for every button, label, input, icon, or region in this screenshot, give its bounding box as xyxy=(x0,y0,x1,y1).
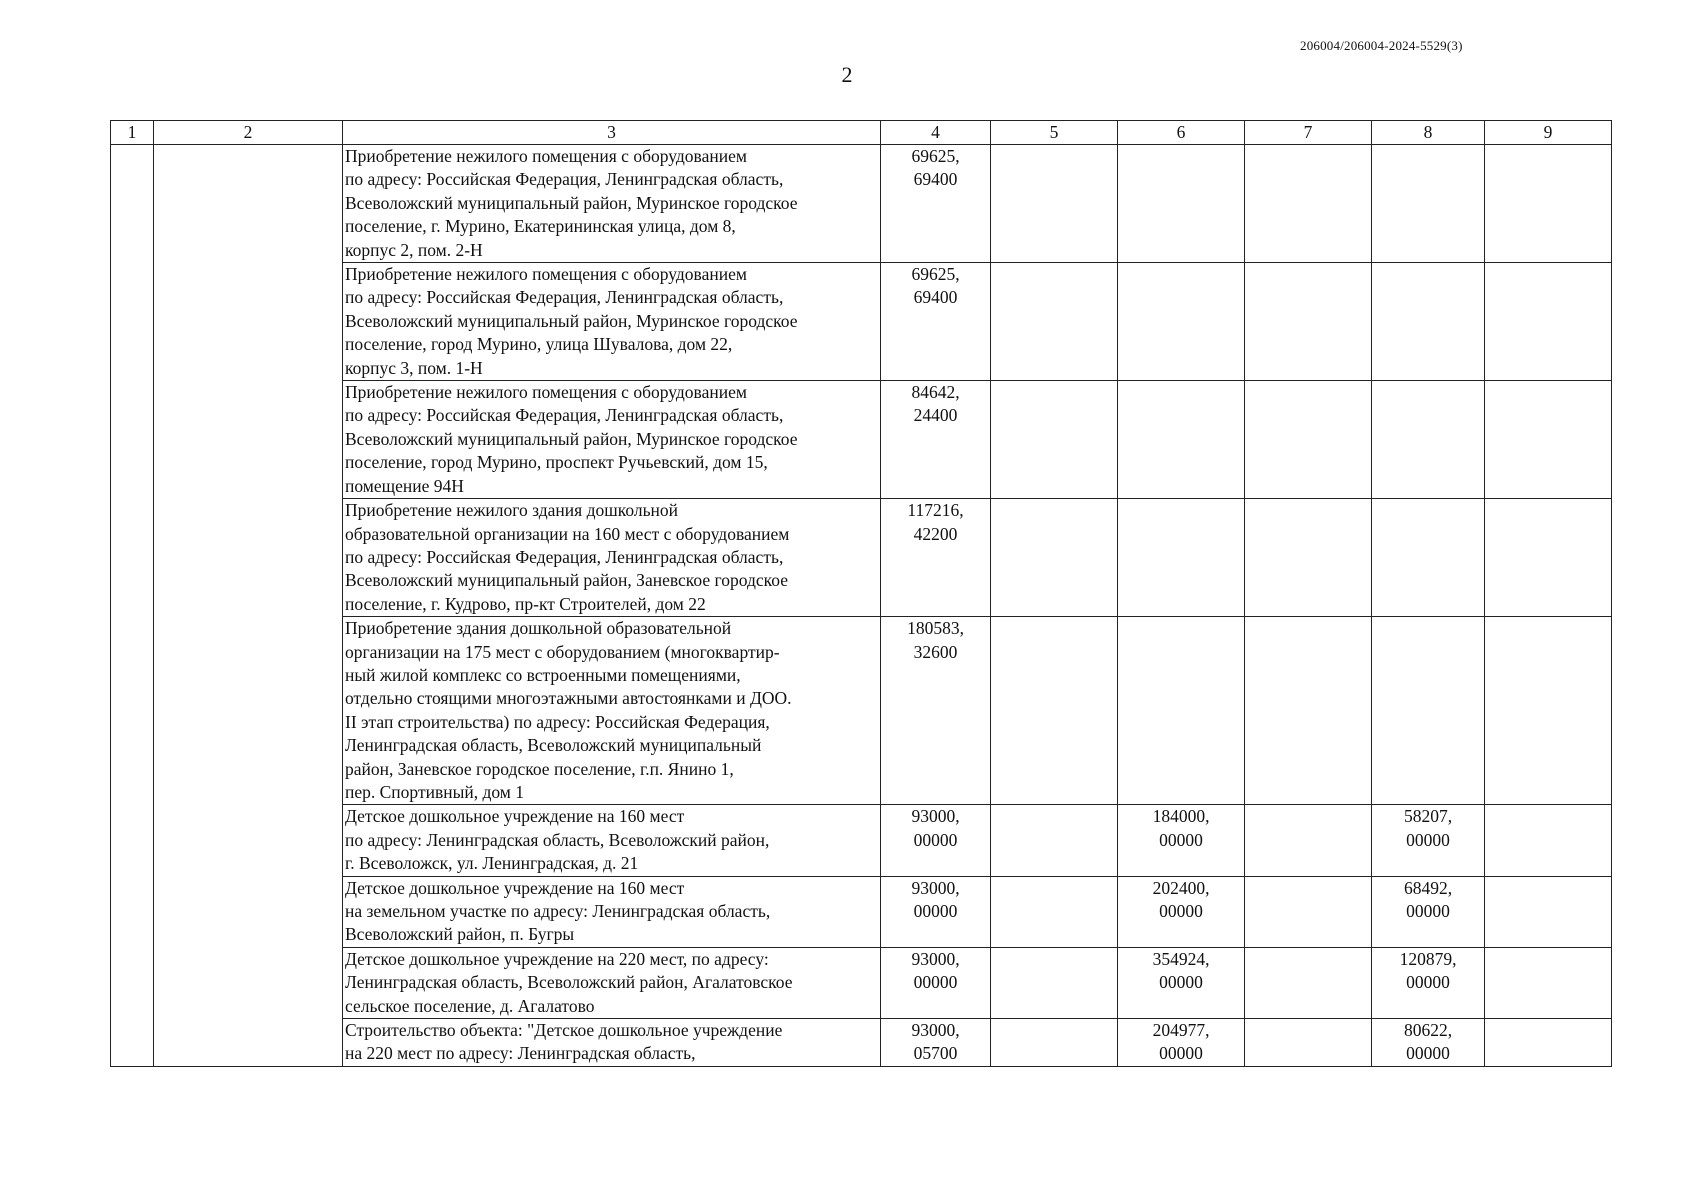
cell-col-4-line: 69400 xyxy=(913,169,958,190)
header-cell-col-4: 4 xyxy=(881,121,991,145)
cell-col-6 xyxy=(1118,947,1245,1018)
cell-col-4-line: 32600 xyxy=(913,641,958,662)
description-cell-line: Приобретение нежилого помещения с оборудованием xyxy=(345,264,747,285)
cell-col-8-line xyxy=(1374,617,1482,640)
description-cell-line: поселение, г. Мурино, Екатерининская улица, дом 8, xyxy=(345,216,736,237)
cell-col-5 xyxy=(991,381,1118,499)
description-cell-line: по адресу: Российская Федерация, Ленинградская область, xyxy=(345,546,784,567)
description-cell xyxy=(343,876,881,947)
cell-col-8-line: 00000 xyxy=(1406,972,1450,993)
cell-col-5 xyxy=(991,1019,1118,1067)
cell-col-9 xyxy=(1485,499,1612,617)
cell-col-8 xyxy=(1372,876,1485,947)
cell-col-5 xyxy=(991,145,1118,263)
description-cell-line: по адресу: Ленинградская область, Всеволожский район, xyxy=(345,829,770,850)
header-cell-col-6: 6 xyxy=(1118,121,1245,145)
cell-col-6 xyxy=(1118,1019,1245,1067)
cell-col-8-line xyxy=(1374,381,1482,404)
cell-col-6-line xyxy=(1120,499,1242,522)
cell-col-8 xyxy=(1372,263,1485,381)
cell-col-6-line xyxy=(1120,404,1242,427)
description-cell-line: корпус 2, пом. 2-Н xyxy=(345,239,483,260)
cell-col-4 xyxy=(881,263,991,381)
cell-col-4-line: 69625, xyxy=(911,264,960,285)
description-cell xyxy=(343,381,881,499)
cell-col-4-line: 117216, xyxy=(907,500,964,521)
description-cell-line: по адресу: Российская Федерация, Ленинградская область, xyxy=(345,287,784,308)
cell-col-4 xyxy=(881,381,991,499)
cell-col-9 xyxy=(1485,876,1612,947)
header-cell-col-9: 9 xyxy=(1485,121,1612,145)
description-cell-line: Всеволожский муниципальный район, Муринское городское xyxy=(345,428,798,449)
cell-col-4-line: 24400 xyxy=(913,405,958,426)
cell-col-7 xyxy=(1245,381,1372,499)
header-cell-col-7: 7 xyxy=(1245,121,1372,145)
description-cell-line: ный жилой комплекс со встроенными помещениями, xyxy=(345,664,741,685)
cell-col-8 xyxy=(1372,499,1485,617)
cell-col-5 xyxy=(991,263,1118,381)
table-body xyxy=(111,145,1612,1067)
description-cell xyxy=(343,805,881,876)
cell-col-9 xyxy=(1485,947,1612,1018)
cell-col-6 xyxy=(1118,876,1245,947)
description-cell-line: помещение 94Н xyxy=(345,475,464,496)
cell-col-6-line xyxy=(1120,617,1242,640)
cell-col-9 xyxy=(1485,1019,1612,1067)
description-cell xyxy=(343,263,881,381)
description-cell xyxy=(343,617,881,805)
cell-col-9 xyxy=(1485,145,1612,263)
description-cell-line: Детское дошкольное учреждение на 160 мест xyxy=(345,806,685,827)
description-cell xyxy=(343,947,881,1018)
cell-col-6-line: 202400, xyxy=(1152,877,1210,898)
description-cell-line: на земельном участке по адресу: Ленинградская область, xyxy=(345,901,771,921)
description-cell-line: район, Заневское городское поселение, г.п. Янино 1, xyxy=(345,758,734,779)
cell-col-1 xyxy=(111,145,154,1067)
cell-col-6-line: 354924, xyxy=(1152,948,1210,969)
description-cell-line: отдельно стоящими многоэтажными автостоянками и ДОО. xyxy=(345,688,792,709)
cell-col-9 xyxy=(1485,263,1612,381)
description-cell-line: Приобретение нежилого помещения с оборудованием xyxy=(345,382,747,403)
cell-col-7 xyxy=(1245,947,1372,1018)
cell-col-7 xyxy=(1245,876,1372,947)
cell-col-9 xyxy=(1485,381,1612,499)
header-cell-col-3: 3 xyxy=(343,121,881,145)
cell-col-6-line xyxy=(1120,523,1242,546)
cell-col-4-line: 00000 xyxy=(913,972,958,993)
description-cell-line: поселение, г. Кудрово, пр-кт Строителей, дом 22 xyxy=(345,593,706,614)
cell-col-9 xyxy=(1485,805,1612,876)
cell-col-4-line: 69625, xyxy=(911,146,960,166)
cell-col-6-line: 00000 xyxy=(1159,972,1203,993)
table-header-row xyxy=(111,121,1612,145)
cell-col-7 xyxy=(1245,145,1372,263)
cell-col-4 xyxy=(881,805,991,876)
description-cell-line: сельское поселение, д. Агалатово xyxy=(345,995,595,1016)
cell-col-8-line: 00000 xyxy=(1406,1043,1450,1064)
cell-col-6-line: 00000 xyxy=(1159,1043,1203,1064)
page-number: 2 xyxy=(841,62,853,87)
cell-col-4 xyxy=(881,499,991,617)
cell-col-8-line xyxy=(1374,499,1482,522)
cell-col-4-line: 93000, xyxy=(911,806,960,827)
cell-col-8-line xyxy=(1374,145,1482,168)
cell-col-5 xyxy=(991,947,1118,1018)
header-cell-col-2: 2 xyxy=(154,121,343,145)
cell-col-4-line: 05700 xyxy=(913,1043,958,1064)
cell-col-8-line xyxy=(1374,404,1482,427)
table-row xyxy=(111,145,1612,263)
description-cell-line: Приобретение нежилого здания дошкольной xyxy=(345,500,679,521)
cell-col-4 xyxy=(881,145,991,263)
cell-col-4-line: 93000, xyxy=(911,948,960,969)
cell-col-8 xyxy=(1372,947,1485,1018)
cell-col-6-line xyxy=(1120,286,1242,309)
cell-col-4-line: 00000 xyxy=(913,901,958,921)
cell-col-5 xyxy=(991,499,1118,617)
cell-col-6-line xyxy=(1120,263,1242,286)
description-cell-line: Всеволожский муниципальный район, Заневское городское xyxy=(345,570,788,591)
cell-col-4-line: 93000, xyxy=(911,877,960,898)
cell-col-6 xyxy=(1118,805,1245,876)
cell-col-6 xyxy=(1118,381,1245,499)
description-cell xyxy=(343,1019,881,1067)
cell-col-5 xyxy=(991,876,1118,947)
cell-col-7 xyxy=(1245,499,1372,617)
cell-col-4-line: 00000 xyxy=(913,829,958,850)
description-cell-line: образовательной организации на 160 мест с оборудованием xyxy=(345,523,790,544)
cell-col-8 xyxy=(1372,617,1485,805)
cell-col-8-line xyxy=(1374,523,1482,546)
cell-col-8 xyxy=(1372,805,1485,876)
cell-col-4-line: 180583, xyxy=(907,618,964,639)
cell-col-6 xyxy=(1118,263,1245,381)
cell-col-8-line: 68492, xyxy=(1403,877,1453,898)
cell-col-5 xyxy=(991,617,1118,805)
document-id: 206004/206004-2024-5529(3) xyxy=(1300,38,1463,53)
cell-col-8 xyxy=(1372,145,1485,263)
cell-col-6-line: 00000 xyxy=(1159,829,1203,850)
cell-col-8 xyxy=(1372,381,1485,499)
cell-col-2 xyxy=(154,145,343,1067)
cell-col-8-line: 120879, xyxy=(1399,948,1457,969)
description-cell-line: по адресу: Российская Федерация, Ленинградская область, xyxy=(345,169,784,190)
cell-col-5 xyxy=(991,805,1118,876)
description-cell-line: корпус 3, пом. 1-Н xyxy=(345,357,483,378)
description-cell-line: Приобретение здания дошкольной образовательной xyxy=(345,618,732,639)
description-cell-line: поселение, город Мурино, проспект Ручьевский, дом 15, xyxy=(345,452,768,473)
cell-col-4-line: 42200 xyxy=(913,523,958,544)
description-cell-line: Строительство объекта: "Детское дошкольное учреждение xyxy=(345,1020,783,1041)
cell-col-8-line xyxy=(1374,168,1482,191)
description-cell xyxy=(343,499,881,617)
cell-col-6 xyxy=(1118,499,1245,617)
header-cell-col-8: 8 xyxy=(1372,121,1485,145)
description-cell-line: Всеволожский район, п. Бугры xyxy=(345,924,575,945)
cell-col-6 xyxy=(1118,145,1245,263)
header-cell-col-5: 5 xyxy=(991,121,1118,145)
description-cell-line: поселение, город Мурино, улица Шувалова, дом 22, xyxy=(345,334,733,355)
cell-col-4 xyxy=(881,617,991,805)
cell-col-8-line: 00000 xyxy=(1406,829,1450,850)
cell-col-8-line xyxy=(1374,263,1482,286)
cell-col-6-line xyxy=(1120,145,1242,168)
description-cell-line: организации на 175 мест с оборудованием (многоквартир- xyxy=(345,641,780,662)
cell-col-6 xyxy=(1118,617,1245,805)
cell-col-6-line: 184000, xyxy=(1152,806,1210,827)
cell-col-4-line: 93000, xyxy=(911,1020,960,1041)
cell-col-8-line xyxy=(1374,286,1482,309)
description-cell-line: по адресу: Российская Федерация, Ленинградская область, xyxy=(345,405,784,426)
cell-col-4 xyxy=(881,1019,991,1067)
cell-col-8-line: 80622, xyxy=(1403,1020,1453,1041)
description-cell-line: Всеволожский муниципальный район, Муринское городское xyxy=(345,192,798,213)
cell-col-6-line xyxy=(1120,168,1242,191)
description-cell-line: Ленинградская область, Всеволожский муниципальный xyxy=(345,735,762,756)
cell-col-4-line: 84642, xyxy=(911,382,960,403)
description-cell-line: г. Всеволожск, ул. Ленинградская, д. 21 xyxy=(345,853,639,874)
description-cell-line: на 220 мест по адресу: Ленинградская область, xyxy=(345,1043,696,1064)
description-cell xyxy=(343,145,881,263)
cell-col-8-line: 58207, xyxy=(1403,806,1453,827)
cell-col-6-line: 204977, xyxy=(1152,1020,1210,1041)
description-cell-line: Всеволожский муниципальный район, Муринское городское xyxy=(345,310,798,331)
description-cell-line: Ленинградская область, Всеволожский район, Агалатовское xyxy=(345,972,793,993)
cell-col-7 xyxy=(1245,617,1372,805)
description-cell-line: Детское дошкольное учреждение на 220 мест, по адресу: xyxy=(345,948,769,969)
cell-col-6-line xyxy=(1120,641,1242,664)
description-cell-line: Детское дошкольное учреждение на 160 мест xyxy=(345,877,685,898)
data-table xyxy=(110,120,1612,1067)
cell-col-6-line xyxy=(1120,381,1242,404)
cell-col-4 xyxy=(881,947,991,1018)
header-cell-col-1: 1 xyxy=(111,121,154,145)
cell-col-9 xyxy=(1485,617,1612,805)
cell-col-8-line: 00000 xyxy=(1406,901,1450,921)
cell-col-8 xyxy=(1372,1019,1485,1067)
cell-col-8-line xyxy=(1374,641,1482,664)
cell-col-4 xyxy=(881,876,991,947)
cell-col-7 xyxy=(1245,1019,1372,1067)
cell-col-6-line: 00000 xyxy=(1159,901,1203,921)
description-cell-line: II этап строительства) по адресу: Российская Федерация, xyxy=(345,711,770,732)
cell-col-7 xyxy=(1245,263,1372,381)
description-cell-line: пер. Спортивный, дом 1 xyxy=(345,781,524,802)
cell-col-7 xyxy=(1245,805,1372,876)
description-cell-line: Приобретение нежилого помещения с оборудованием xyxy=(345,146,747,166)
cell-col-4-line: 69400 xyxy=(913,287,958,308)
